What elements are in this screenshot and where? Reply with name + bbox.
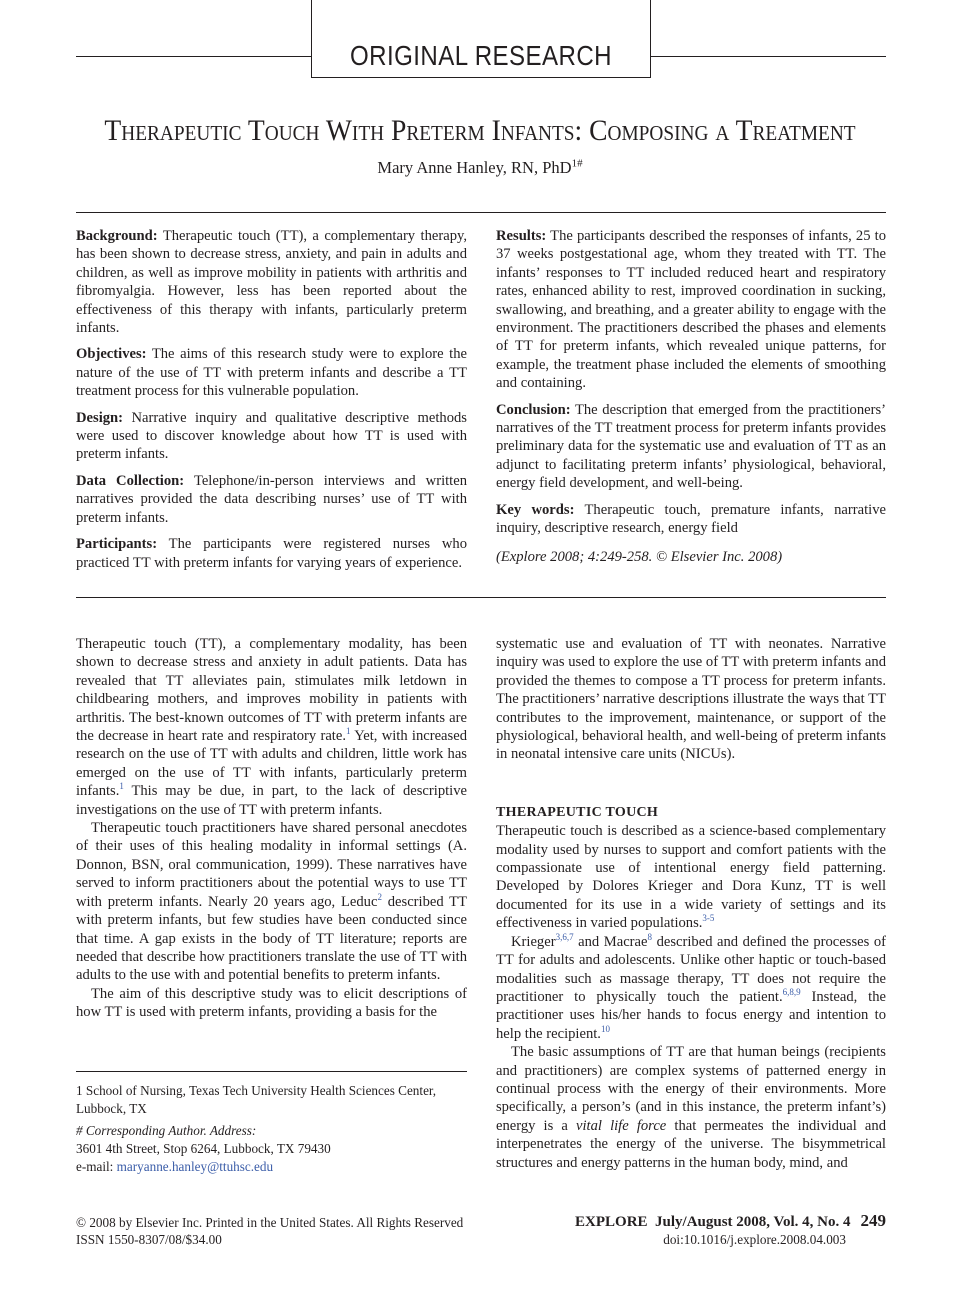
footer-left <box>76 1214 516 1248</box>
copyright: © 2008 by Elsevier Inc. Printed in the United States. All Rights Reserved <box>76 1215 464 1230</box>
tag-box-bottom <box>311 77 651 78</box>
abstract-conclusion: Conclusion: The description that emerged from the practitioners’ narratives of the TT treatment process for preterm infants provides preliminary data for the systematic use and evaluation of TT as an adjunct to facilitating preterm infants’ physiological, behavioral, energy field development, and well-being. <box>496 401 887 492</box>
footnote <box>76 1082 468 1176</box>
article-title: Therapeutic Touch With Preterm Infants: Composing a Treatment <box>104 114 856 147</box>
abstract-results: Results: The participants described the responses of infants, 25 to 37 weeks postgestational age, whom they treated with TT. The infants’ responses to TT included reduced heart and respiratory rates, enhanced ability to rest, improved coordination in sucking, swallowing, and breathing, and a greater ability to engage with the environment. The practitioners described the phases and elements of TT for preterm infants, which revealed unique patterns, for example, the treatment phase included the elements of smoothing and containing. <box>496 228 886 392</box>
citation-ref[interactable]: 2 <box>377 891 382 902</box>
header-rule-left <box>76 56 312 57</box>
body-paragraph: Therapeutic touch practitioners have shared personal anecdotes of their uses of this healing modality in informal settings (A. Donnon, BSN, oral communication, 1999). These narratives have served to inform practitioners about the potential ways to use TT with preterm infants. Nearly 20 years ago, Leduc$^2$ described TT with preterm infants, but few studies have been conducted since that time. A gap exists in the body of TT literature; reports are needed that describe how practitioners translate the use of TT with adults to the use with and potential benefits to preterm infants. <box>76 820 467 984</box>
body-right-column <box>496 635 886 1172</box>
abstract-keywords: Key words: Therapeutic touch, premature infants, narrative inquiry, descriptive research, energy field <box>496 501 886 537</box>
footnote-rule <box>76 1071 467 1072</box>
email-link[interactable]: maryanne.hanley@ttuhsc.edu <box>116 1159 274 1174</box>
doi: doi:10.1016/j.explore.2008.04.003 <box>663 1232 846 1247</box>
body-left-column <box>76 635 467 1022</box>
body-paragraph: systematic use and evaluation of TT with neonates. Narrative inquiry was used to explore the use of TT with preterm infants and provided the themes to compose a TT process for preterm infants. The practitioners’ narrative descriptions illustrate the ways that TT contributes to the improvement, maintenance, or support of the physiological, behavioral health, and well-being of preterm infants in neonatal intensive care units (NICUs). <box>496 636 886 763</box>
abstract-top-rule <box>76 212 886 213</box>
section-tag: ORIGINAL RESEARCH <box>349 40 612 71</box>
citation-ref[interactable]: 10 <box>600 1023 610 1034</box>
body-paragraph: Krieger$^{3,6,7}$ and Macrae$^8$ described and defined the processes of TT for adults and adolescents. Unlike other haptic or touch-based modalities such as massage therapy, TT does not require the practitioner to physically touch the patient.$^{6,8,9}$ Instead, the practitioner uses his/her hands to focus energy and intention to help the recipient.$^{10}$ <box>496 931 887 1042</box>
author-line <box>60 158 900 178</box>
issn: ISSN 1550-8307/08/$34.00 <box>76 1232 222 1247</box>
tag-box-right <box>650 0 651 78</box>
page-number: 249 <box>860 1211 886 1230</box>
email-line: e-mail: maryanne.hanley@ttuhsc.edu <box>76 1159 274 1174</box>
abstract-citation: (Explore 2008; 4:249-258. © Elsevier Inc. 2008) <box>496 548 783 565</box>
abstract-bottom-rule <box>76 597 886 598</box>
abstract-right-column <box>496 227 886 566</box>
abstract-data-collection: Data Collection: Telephone/in-person interviews and written narratives provided the data describing nurses’ use of TT with preterm infants. <box>76 472 468 526</box>
tag-box-left <box>311 0 312 78</box>
body-paragraph: The basic assumptions of TT are that human beings (recipients and practitioners) are complex systems of patterned energy in continual process with the energy of their environments. More specifically, a person’s (and in this instance, the preterm infant’s) energy is a vital life force that permeates the individual and interpenetrates the energy of the universe. The bisymmetrical structures and energy patterns in the human body, mind, and <box>496 1044 886 1171</box>
citation-ref[interactable]: 1 <box>119 781 124 792</box>
author-name: Mary Anne Hanley, RN, PhD <box>377 158 572 177</box>
corresponding-address: 3601 4th Street, Stop 6264, Lubbock, TX 79430 <box>76 1141 331 1156</box>
body-paragraph: Therapeutic touch is described as a science-based complementary modality used by nurses to support and comfort patients with the compassionate use of intentional energy field patterning. Developed by Dolores Krieger and Dora Kunz, TT is well documented for its use in a wide variety of settings and its effectiveness in varied populations.$^{3-5}$ <box>496 823 886 932</box>
citation-ref[interactable]: 1 <box>345 726 351 737</box>
abstract-participants: Participants: The participants were registered nurses who practiced TT with preterm infants for varying years of experience. <box>76 536 467 571</box>
section-heading-therapeutic-touch: THERAPEUTIC TOUCH <box>496 804 659 820</box>
header-rule-right <box>650 56 886 57</box>
corresponding-author-label: # Corresponding Author. Address: <box>76 1123 257 1138</box>
footer-right <box>520 1212 886 1249</box>
body-paragraph: The aim of this descriptive study was to elicit descriptions of how TT is used with preterm infants, providing a basis for the <box>76 985 467 1021</box>
journal-issue: EXPLORE July/August 2008, Vol. 4, No. 4 <box>575 1214 851 1230</box>
abstract-design: Design: Narrative inquiry and qualitative descriptive methods were used to discover knowledge about how TT is used with preterm infants. <box>76 409 467 463</box>
author-affiliation-marker: 1# <box>571 157 583 170</box>
abstract-background: Background: Therapeutic touch (TT), a complementary therapy, has been shown to decrease stress, anxiety, and pain in adults and children, as well as improve mobility in patients with arthritis and fibromyalgia. However, less has been reported about the effectiveness of this therapy with infants, particularly preterm infants. <box>76 228 467 337</box>
citation-ref[interactable]: 3-5 <box>702 913 715 924</box>
citation-ref[interactable]: 3,6,7 <box>555 931 574 942</box>
citation-ref[interactable]: 8 <box>647 931 653 942</box>
citation-ref[interactable]: 6,8,9 <box>782 987 801 998</box>
abstract-left-column <box>76 227 467 580</box>
abstract-objectives: Objectives: The aims of this research study were to explore the nature of the use of TT with preterm infants and describe a TT treatment process for this vulnerable population. <box>76 346 467 400</box>
body-paragraph: Therapeutic touch (TT), a complementary modality, has been shown to decrease stress and anxiety in adult patients. Data has revealed that TT alleviates pain, stimulates milk letdown in childbearing mothers, and improves mobility in patients with arthritis. The best-known outcomes of TT with preterm infants are the decrease in heart rate and respiratory rate.$^1$ Yet, with increased research on the use of TT with adults and children, little work has emerged on the use of TT with infants, particularly preterm infants.$^1$ This may be due, in part, to the lack of descriptive investigations on the use of TT with preterm infants. <box>76 636 467 818</box>
affiliation-note: 1 School of Nursing, Texas Tech University Health Sciences Center, Lubbock, TX <box>76 1083 437 1116</box>
